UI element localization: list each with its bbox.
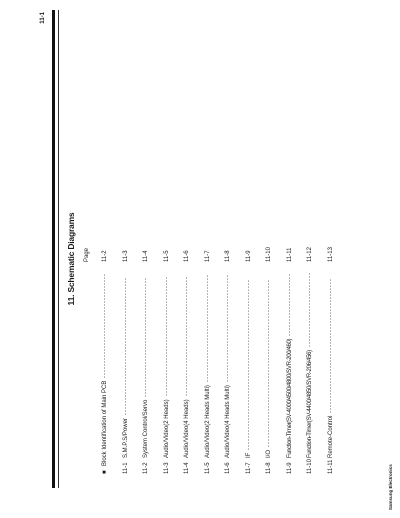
dot-leader: ------------------------------------ [204,274,211,382]
dot-leader: ---------------------------------------- [184,276,190,396]
toc-page: 11-5 [163,250,170,262]
toc-page: 11-9 [245,250,252,262]
toc-entry-6 [223,250,233,474]
toc-label: I/O [266,449,272,458]
toc-entry-8 [264,247,274,474]
footer-brand: Samsung Electronics [388,464,393,510]
toc-number: 11-3 [163,462,170,474]
toc-entry-11 [326,247,336,474]
dot-leader: --------------------- [286,273,293,336]
toc-page: 11-10 [266,247,272,262]
toc-number: 11-8 [266,462,272,474]
toc-page: 11-4 [143,250,149,262]
toc-label: S.M.P.S/Power [122,418,129,458]
toc-label: Audio/Video(2 Heads) [163,399,170,458]
dot-leader: ------------------------- [307,272,313,347]
dot-leader: -------------------------------------------------------- [266,279,272,447]
toc-page: 11-2 [102,250,108,262]
page-column-header: Page [84,247,90,262]
toc-number: 11-6 [225,462,231,474]
toc-number: 11-4 [184,462,190,474]
toc-entry-9 [285,247,295,474]
dot-leader: ----------------------------------- [102,273,108,378]
toc-entry-10 [305,247,315,474]
toc-number: 11-7 [245,462,252,474]
toc-number: 11-1 [122,462,129,474]
toc-entry-5 [203,250,213,474]
dot-leader: --------------------------------------------- [327,278,334,413]
toc-number: 11-2 [143,462,149,474]
toc-page: 11-6 [184,250,190,262]
toc-page: 11-8 [225,250,231,262]
toc-label: Audio/Video(2 Heads Multi) [204,385,211,458]
toc-number: 11-10 [307,459,313,474]
dot-leader: --------------------------------------------------------- [245,279,252,450]
section-title: 11. Schematic Diagrams [66,212,76,306]
toc-entry-7 [244,250,254,474]
toc-number: 11-9 [286,462,293,474]
toc-label: System Control/Servo [143,399,149,458]
toc-entry-2 [141,250,151,474]
toc-entry-1 [121,250,131,474]
toc-number: 11-5 [204,462,211,474]
page-number: 11-1 [40,12,46,24]
bullet-icon: ■ [102,470,108,474]
toc-label: Function-Timer(SV-4400/4850/SVR-206/456) [307,350,313,458]
toc-label: Audio/Video(4 Heads Multi) [225,385,231,458]
toc-page: 11-7 [204,250,211,262]
toc-entry-4 [182,250,192,474]
toc-label: Remote-Control [327,415,334,458]
toc-page: 11-12 [307,247,313,262]
toc-label: Block Identification of Main PCB [102,380,108,466]
header-rule [52,10,55,488]
toc-number: 11-11 [327,459,334,474]
toc-label: Function-Timer(SV-4000/4500/4800/SVR-200/460) [286,338,293,458]
toc-page: 11-3 [122,250,129,262]
dot-leader: ---------------------------------------------- [122,277,129,415]
dot-leader: ---------------------------------------- [143,277,149,397]
toc-entry-3 [162,250,172,474]
toc-page: 11-13 [327,247,334,262]
header-rule-thin [58,10,59,488]
toc-label: IF [245,452,252,458]
dot-leader: ------------------------------------ [225,274,231,382]
toc-page: 11-11 [286,247,293,262]
toc-label: Audio/Video(4 Heads) [184,399,190,458]
dot-leader: ---------------------------------------- [163,276,170,396]
toc-entry-0 [100,250,110,474]
